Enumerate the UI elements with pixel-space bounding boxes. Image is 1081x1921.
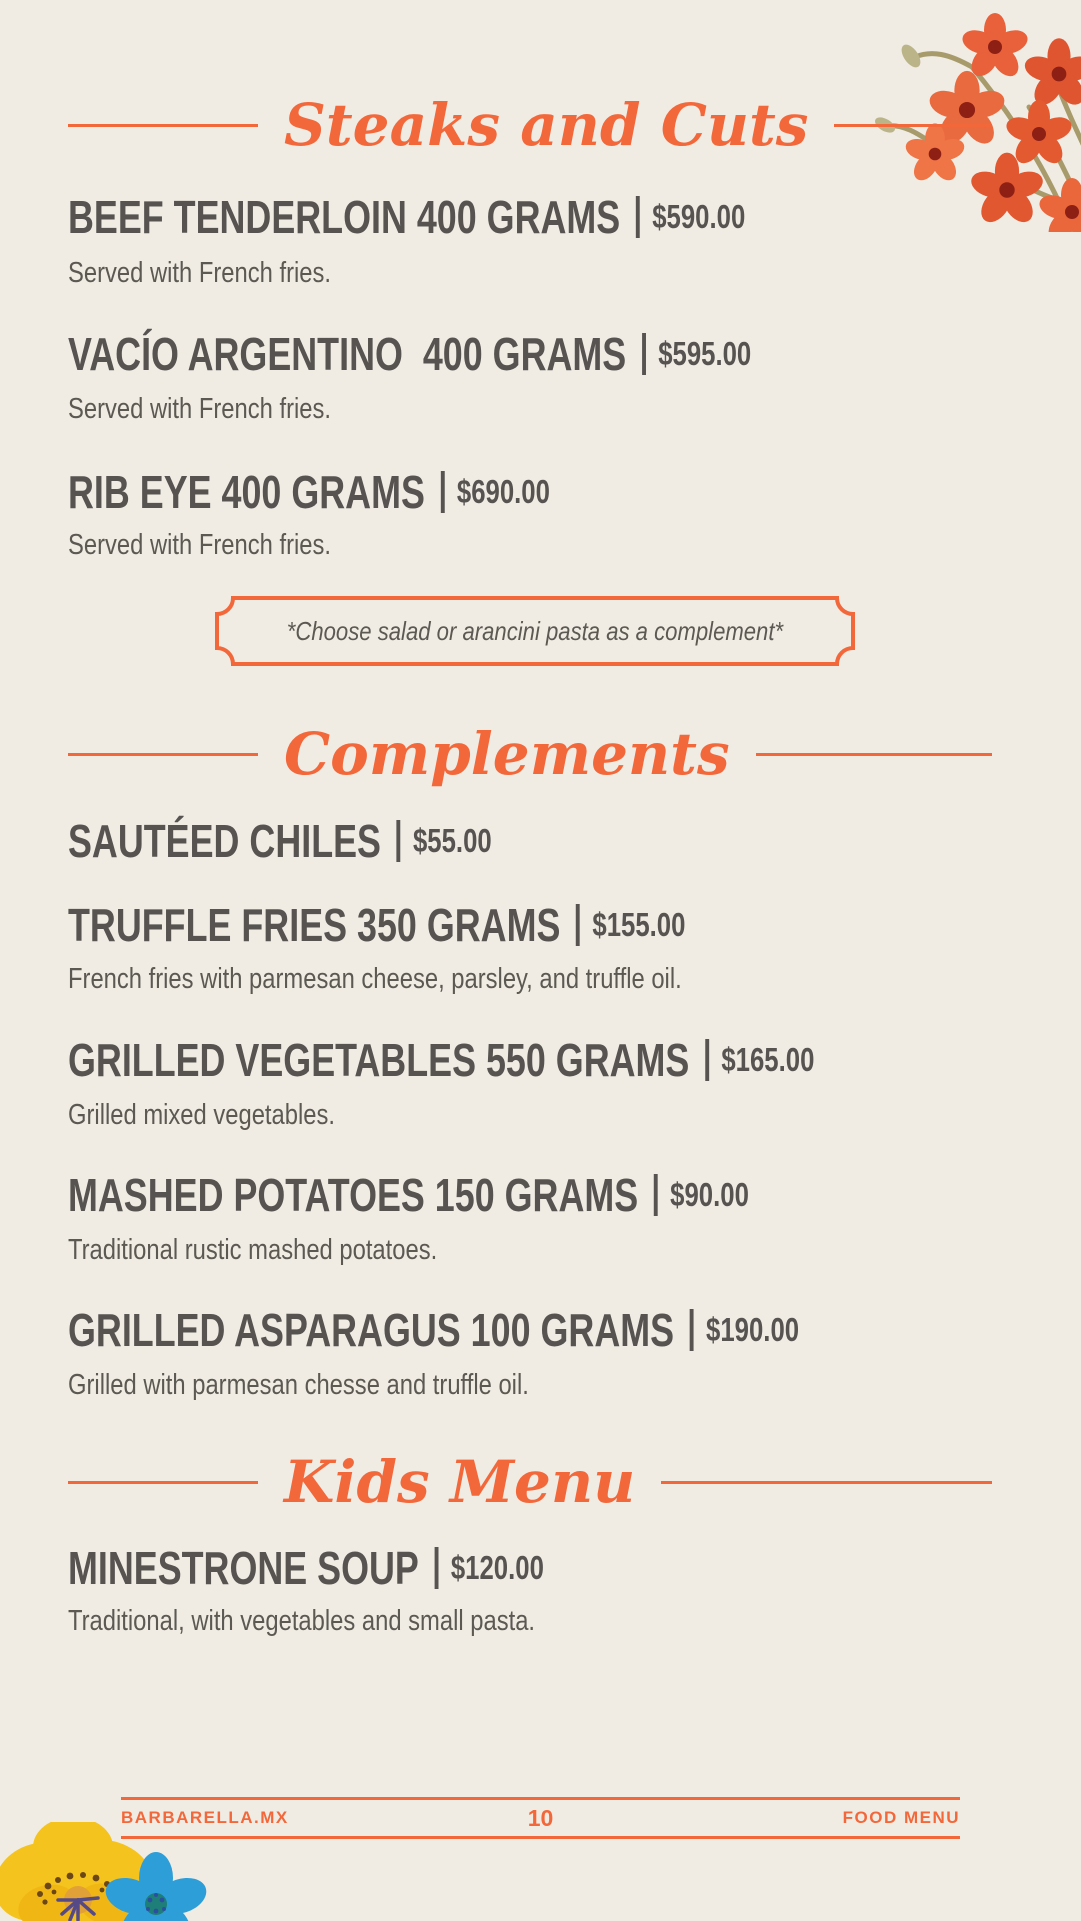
item-price: $120.00 xyxy=(450,1549,544,1586)
menu-item xyxy=(68,328,1081,426)
item-name: MASHED POTATOES 150 GRAMS xyxy=(68,1169,639,1221)
menu-item xyxy=(68,1034,1081,1132)
item-title xyxy=(68,466,1081,518)
item-title xyxy=(68,1542,1081,1594)
price-separator-icon xyxy=(654,1174,658,1216)
menu-item xyxy=(68,191,1081,290)
item-price: $55.00 xyxy=(412,822,492,859)
heading-rule-right-icon xyxy=(661,1481,992,1484)
note-text: *Choose salad or arancini pasta as a complement* xyxy=(286,615,784,646)
heading-rule-right-icon xyxy=(834,124,992,127)
section-heading-steaks xyxy=(68,75,992,175)
item-name: MINESTRONE SOUP xyxy=(68,1542,419,1594)
item-price: $595.00 xyxy=(658,335,752,372)
item-name: VACÍO ARGENTINO 400 GRAMS xyxy=(68,328,627,380)
heading-rule-left-icon xyxy=(68,753,258,756)
item-price: $690.00 xyxy=(456,473,550,510)
price-separator-icon xyxy=(642,333,646,375)
item-price: $155.00 xyxy=(592,906,686,943)
section-title: Steaks and Cuts xyxy=(284,91,809,159)
item-name: TRUFFLE FRIES 350 GRAMS xyxy=(68,899,561,951)
footer-website: BARBARELLA.MX xyxy=(121,1808,289,1827)
item-description: Grilled mixed vegetables. xyxy=(68,1099,335,1131)
heading-rule-left-icon xyxy=(68,1481,258,1484)
section-heading-kids xyxy=(68,1432,992,1532)
price-separator-icon xyxy=(636,196,640,238)
item-title xyxy=(68,815,1081,867)
footer xyxy=(121,1797,960,1839)
footer-menu-label: FOOD MENU xyxy=(842,1808,960,1827)
item-description: French fries with parmesan cheese, parsley, and truffle oil. xyxy=(68,963,682,995)
footer-rule-bottom-icon xyxy=(121,1836,960,1839)
item-title xyxy=(68,191,1081,243)
item-price: $165.00 xyxy=(721,1041,815,1078)
item-name: BEEF TENDERLOIN 400 GRAMS xyxy=(68,191,621,243)
price-separator-icon xyxy=(397,820,401,862)
item-title xyxy=(68,899,1081,951)
item-description: Grilled with parmesan chesse and truffle oil. xyxy=(68,1369,529,1401)
heading-rule-right-icon xyxy=(756,753,992,756)
item-description: Served with French fries. xyxy=(68,393,332,425)
item-price: $90.00 xyxy=(670,1176,749,1213)
section-heading-complements xyxy=(68,704,992,804)
section-title: Kids Menu xyxy=(284,1448,636,1516)
price-separator-icon xyxy=(690,1309,694,1351)
item-name: GRILLED VEGETABLES 550 GRAMS xyxy=(68,1034,690,1086)
menu-item xyxy=(68,815,1081,867)
menu-item xyxy=(68,1169,1081,1267)
item-title xyxy=(68,1034,1081,1086)
menu-item xyxy=(68,1304,1081,1402)
item-price: $190.00 xyxy=(706,1311,800,1348)
item-description: Served with French fries. xyxy=(68,257,332,289)
menu-note xyxy=(215,596,855,666)
item-description: Traditional, with vegetables and small pasta. xyxy=(68,1605,536,1637)
price-separator-icon xyxy=(705,1039,709,1081)
price-separator-icon xyxy=(441,471,445,513)
menu-item xyxy=(68,466,1081,562)
menu-item xyxy=(68,1542,1081,1638)
price-separator-icon xyxy=(434,1547,438,1589)
item-title xyxy=(68,1169,1081,1221)
heading-rule-left-icon xyxy=(68,124,258,127)
item-name: GRILLED ASPARAGUS 100 GRAMS xyxy=(68,1304,675,1356)
item-price: $590.00 xyxy=(652,198,746,235)
section-title: Complements xyxy=(284,720,730,788)
item-title xyxy=(68,1304,1081,1356)
item-description: Served with French fries. xyxy=(68,529,332,561)
item-name: SAUTÉED CHILES xyxy=(68,815,381,867)
flowers-bottom-left-icon xyxy=(0,1822,228,1921)
footer-page-number: 10 xyxy=(527,1804,554,1831)
item-title xyxy=(68,328,1081,380)
item-name: RIB EYE 400 GRAMS xyxy=(68,466,425,518)
menu-item xyxy=(68,899,1081,996)
item-description: Traditional rustic mashed potatoes. xyxy=(68,1234,438,1266)
price-separator-icon xyxy=(576,904,580,946)
